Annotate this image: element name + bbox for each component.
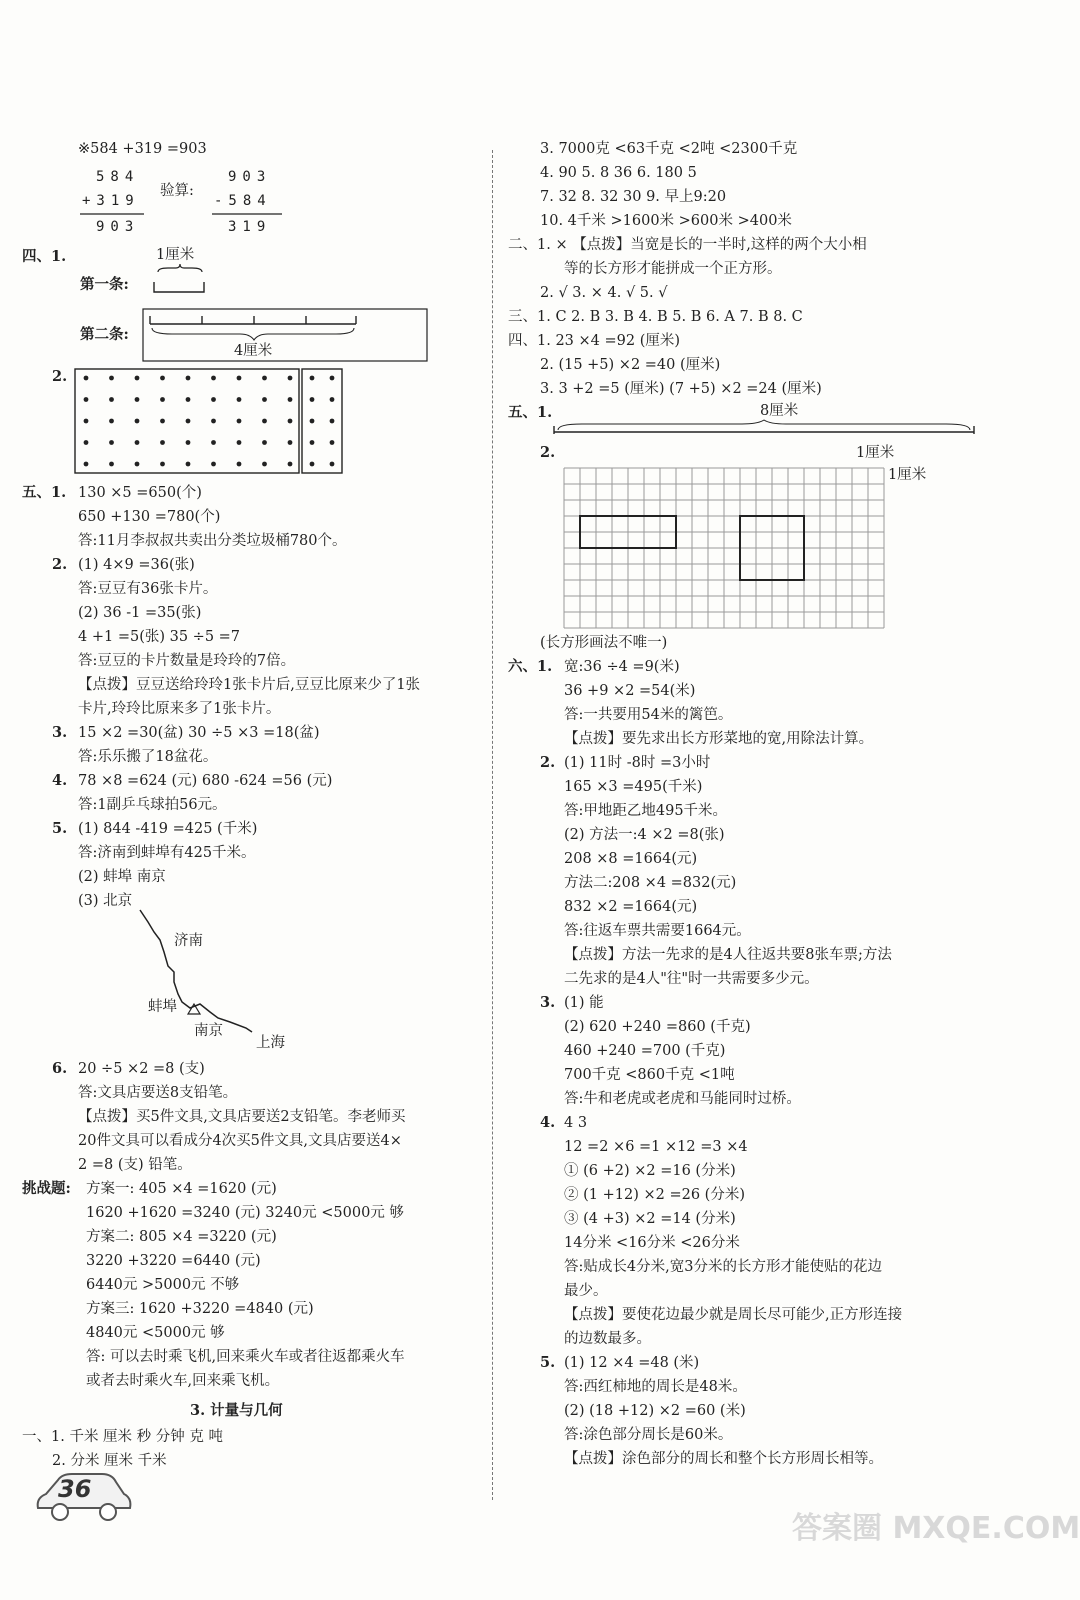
answer-line: ③ (4 +3) ×2 =14 (分米) xyxy=(564,1211,736,1227)
check-label: 验算: xyxy=(160,183,194,199)
answer-line: 答:11月李叔叔共卖出分类垃圾桶780个。 xyxy=(78,533,347,549)
answer-line: 答:牛和老虎或老虎和马能同时过桥。 xyxy=(564,1091,801,1107)
answer-line: 答: 可以去时乘飞机,回来乘火车或者往返都乘火车 xyxy=(86,1349,405,1365)
answer-line: 14分米 <16分米 <26分米 xyxy=(564,1235,740,1251)
answer-line: 650 +130 =780(个) xyxy=(78,509,221,525)
answer-line: 方法二:208 ×4 =832(元) xyxy=(564,875,737,891)
hint-line: 【点拨】要先求出长方形菜地的宽,用除法计算。 xyxy=(564,731,874,747)
square-grid-figure xyxy=(560,460,890,632)
answer-line: 4. 90 5. 8 36 6. 180 5 xyxy=(540,165,697,181)
answer-line: 4 +1 =5(张) 35 ÷5 =7 xyxy=(78,629,241,645)
q-number: 3. xyxy=(540,994,556,1011)
answer-line: (1) 11时 -8时 =3小时 xyxy=(564,755,711,771)
answer-line: (2) 方法一:4 ×2 =8(张) xyxy=(564,827,725,843)
hint-line: 【点拨】买5件文具,文具店要送2支铅笔。李老师买 xyxy=(78,1109,406,1125)
note-line: (长方形画法不唯一) xyxy=(540,635,668,651)
answer-line: 4840元 <5000元 够 xyxy=(86,1325,225,1341)
answer-line: 12 =2 ×6 =1 ×12 =3 ×4 xyxy=(564,1139,748,1155)
label-1cm: 1厘米 xyxy=(156,247,195,263)
label-4cm: 4厘米 xyxy=(234,343,273,359)
q-number: 6. xyxy=(52,1060,68,1077)
watermark: 答案圈 MXQE.COM xyxy=(792,1511,1080,1546)
map-label-bengbu: 蚌埠 xyxy=(148,999,177,1015)
hint-line: 【点拨】涂色部分的周长和整个长方形周长相等。 xyxy=(564,1451,883,1467)
answer-line: 答:西红柿地的周长是48米。 xyxy=(564,1379,747,1395)
answer-line: (2) 620 +240 =860 (千克) xyxy=(564,1019,751,1035)
answer-line: 7. 32 8. 32 30 9. 早上9:20 xyxy=(540,189,727,205)
answer-line: 3. 3 +2 =5 (厘米) (7 +5) ×2 =24 (厘米) xyxy=(540,381,822,397)
q-number: 六、1. xyxy=(508,658,553,675)
answer-line: 4 3 xyxy=(564,1115,588,1131)
answer-line: 2. √ 3. × 4. √ 5. √ xyxy=(540,285,668,301)
line-check-sum: ※584 +319 =903 xyxy=(78,141,207,157)
answer-line: 答:一共要用54米的篱笆。 xyxy=(564,707,733,723)
answer-line: 答:往返车票共需要1664元。 xyxy=(564,923,751,939)
label-1cm-top: 1厘米 xyxy=(856,445,895,461)
label-8cm: 8厘米 xyxy=(760,403,799,419)
answer-line: 答:文具店要送8支铅笔。 xyxy=(78,1085,238,1101)
q-number: 五、1. xyxy=(508,404,553,421)
answer-line: 78 ×8 =624 (元) 680 -624 =56 (元) xyxy=(78,773,333,789)
page-number: 36 xyxy=(58,1475,92,1503)
section-four-label: 四、1. xyxy=(22,248,67,265)
answer-line: 方案一: 405 ×4 =1620 (元) xyxy=(86,1181,277,1197)
map-label-jinan: 济南 xyxy=(174,933,203,949)
answer-line: 460 +240 =700 (千克) xyxy=(564,1043,726,1059)
answer-line: (1) 12 ×4 =48 (米) xyxy=(564,1355,700,1371)
map-label-nanjing: 南京 xyxy=(194,1023,223,1039)
answer-line: 832 ×2 =1664(元) xyxy=(564,899,698,915)
line-two-label: 第二条: xyxy=(80,326,129,343)
answer-line: (2) (18 +12) ×2 =60 (米) xyxy=(564,1403,746,1419)
answer-line: 20 ÷5 ×2 =8 (支) xyxy=(78,1061,205,1077)
q-number: 3. xyxy=(52,724,68,741)
answer-line: 答:乐乐搬了18盆花。 xyxy=(78,749,218,765)
line-one-label: 第一条: xyxy=(80,276,129,293)
hint-line: 【点拨】方法一先求的是4人往返共要8张车票;方法 xyxy=(564,947,892,963)
hint-line: 2 =8 (支) 铅笔。 xyxy=(78,1157,192,1173)
answer-line: 宽:36 ÷4 =9(米) xyxy=(564,659,680,675)
answer-line: 答:贴成长4分米,宽3分米的长方形才能使贴的花边 xyxy=(564,1259,882,1275)
answer-line: 36 +9 ×2 =54(米) xyxy=(564,683,696,699)
answer-line: 2. (15 +5) ×2 =40 (厘米) xyxy=(540,357,721,373)
hint-line: 【点拨】豆豆送给玲玲1张卡片后,豆豆比原来少了1张 xyxy=(78,677,421,693)
segment-1cm xyxy=(150,262,210,296)
answer-line: 或者去时乘火车,回来乘飞机。 xyxy=(86,1373,280,1389)
q-number: 2. xyxy=(52,556,68,573)
answer-line: 一、1. 千米 厘米 秒 分钟 克 吨 xyxy=(22,1429,223,1445)
vertical-minuend: 903 xyxy=(228,169,272,185)
answer-line: (1) 4×9 =36(张) xyxy=(78,557,195,573)
vertical-sum: 903 xyxy=(96,219,140,235)
q-number: 5. xyxy=(540,1354,556,1371)
hint-line: 卡片,玲玲比原来多了1张卡片。 xyxy=(78,701,281,717)
answer-line: 答:涂色部分周长是60米。 xyxy=(564,1427,733,1443)
answer-line: (1) 能 xyxy=(564,995,604,1011)
vertical-difference: 319 xyxy=(228,219,272,235)
answer-line: 答:1副乒乓球拍56元。 xyxy=(78,797,227,813)
vertical-subtrahend: -584 xyxy=(214,193,272,209)
hint-line: 二先求的是4人"往"时一共需要多少元。 xyxy=(564,971,819,987)
answer-line: 四、1. 23 ×4 =92 (厘米) xyxy=(508,333,681,349)
answer-line: 3220 +3220 =6440 (元) xyxy=(86,1253,261,1269)
label-1cm-side: 1厘米 xyxy=(888,467,927,483)
section-five-label: 五、1. xyxy=(22,484,67,501)
q-number: 4. xyxy=(540,1114,556,1131)
dot-grid-figure xyxy=(74,368,346,476)
answer-line: 等的长方形才能拼成一个正方形。 xyxy=(564,261,782,277)
column-divider xyxy=(492,150,493,1500)
answer-line: 130 ×5 =650(个) xyxy=(78,485,202,501)
segment-4cm-box xyxy=(142,308,430,364)
q-number: 5. xyxy=(52,820,68,837)
segment-8cm xyxy=(552,418,976,436)
map-label-shanghai: 上海 xyxy=(256,1035,285,1051)
answer-line: 二、1. × 【点拨】当宽是长的一半时,这样的两个大小相 xyxy=(508,237,867,253)
answer-line: 165 ×3 =495(千米) xyxy=(564,779,703,795)
answer-line: 1620 +1620 =3240 (元) 3240元 <5000元 够 xyxy=(86,1205,404,1221)
q-number: 4. xyxy=(52,772,68,789)
answer-line: 10. 4千米 >1600米 >600米 >400米 xyxy=(540,213,792,229)
answer-line: 答:济南到蚌埠有425千米。 xyxy=(78,845,256,861)
q-number: 2. xyxy=(540,444,556,461)
answer-line: 答:甲地距乙地495千米。 xyxy=(564,803,728,819)
hint-line: 的边数最多。 xyxy=(564,1331,651,1347)
section-heading: 3. 计量与几何 xyxy=(190,1402,283,1419)
hint-line: 【点拨】要使花边最少就是周长尽可能少,正方形连接 xyxy=(564,1307,903,1323)
q-number: 2. xyxy=(540,754,556,771)
hint-line: 20件文具可以看成分4次买5件文具,文具店要送4× xyxy=(78,1133,402,1149)
answer-line: 3. 7000克 <63千克 <2吨 <2300千克 xyxy=(540,141,798,157)
route-map xyxy=(130,906,270,1036)
q2-label: 2. xyxy=(52,368,68,385)
answer-line: (2) 蚌埠 南京 xyxy=(78,869,166,885)
answer-line: 2. 分米 厘米 千米 xyxy=(52,1453,167,1469)
answer-line: 6440元 >5000元 不够 xyxy=(86,1277,240,1293)
answer-line: (1) 844 -419 =425 (千米) xyxy=(78,821,258,837)
answer-line: (2) 36 -1 =35(张) xyxy=(78,605,202,621)
answer-line: 最少。 xyxy=(564,1283,608,1299)
answer-line: 方案二: 805 ×4 =3220 (元) xyxy=(86,1229,277,1245)
vertical-addend-2: +319 xyxy=(82,193,140,209)
answer-line: 答:豆豆有36张卡片。 xyxy=(78,581,218,597)
answer-line: 方案三: 1620 +3220 =4840 (元) xyxy=(86,1301,314,1317)
vertical-add-rule xyxy=(80,212,144,216)
answer-line: ① (6 +2) ×2 =16 (分米) xyxy=(564,1163,736,1179)
answer-line: 208 ×8 =1664(元) xyxy=(564,851,698,867)
answer-line: (3) 北京 xyxy=(78,893,133,909)
answer-line: 答:豆豆的卡片数量是玲玲的7倍。 xyxy=(78,653,296,669)
answer-line: 三、1. C 2. B 3. B 4. B 5. B 6. A 7. B 8. C xyxy=(508,309,803,325)
vertical-sub-rule xyxy=(212,212,282,216)
vertical-addend: 584 xyxy=(96,169,140,185)
answer-line: 15 ×2 =30(盆) 30 ÷5 ×3 =18(盆) xyxy=(78,725,320,741)
answer-line: ② (1 +12) ×2 =26 (分米) xyxy=(564,1187,745,1203)
challenge-label: 挑战题: xyxy=(22,1180,71,1197)
answer-line: 700千克 <860千克 <1吨 xyxy=(564,1067,735,1083)
